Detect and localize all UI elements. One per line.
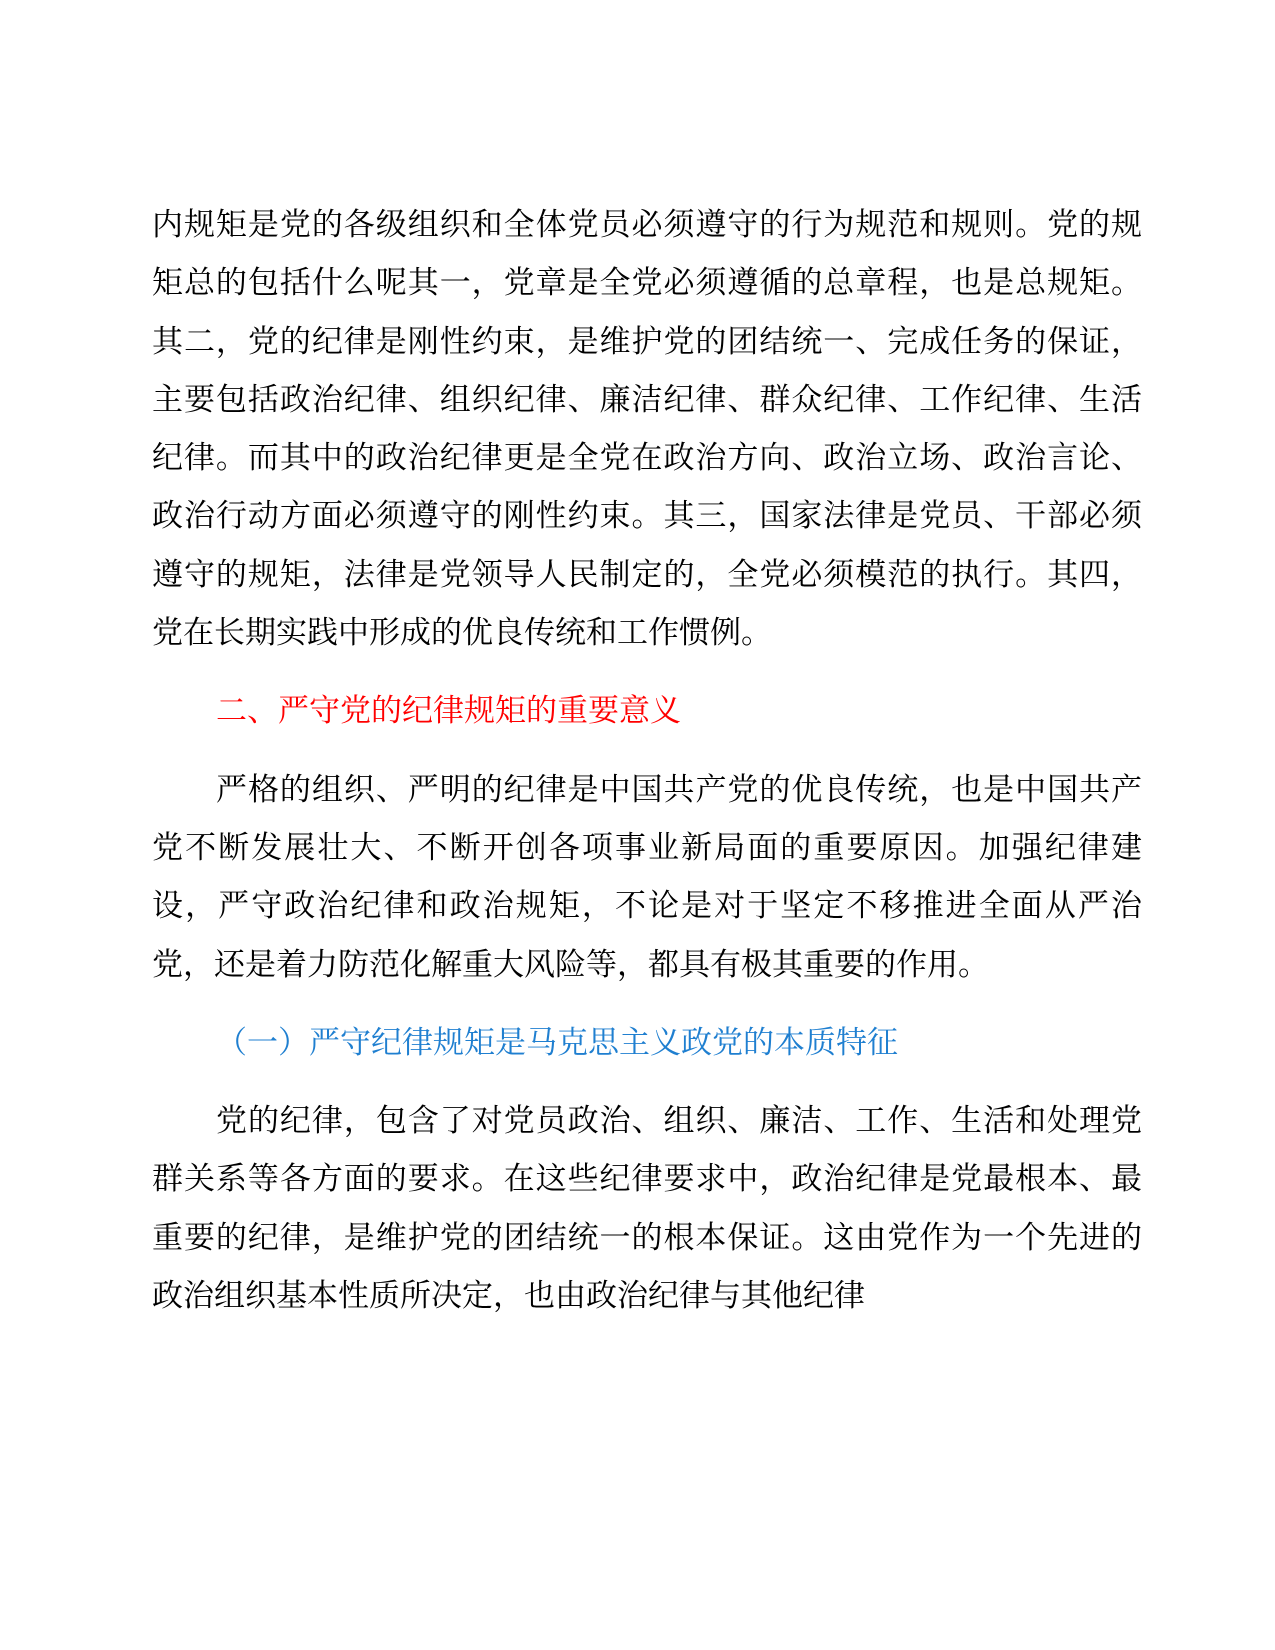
- body-paragraph-discipline: 党的纪律，包含了对党员政治、组织、廉洁、工作、生活和处理党群关系等各方面的要求。在这些纪律要求中，政治纪律是党最根本、最重要的纪律，是维护党的团结统一的根本保证。这由党作为一个先进的政治组织基本性质所决定，也由政治纪律与其他纪律: [152, 1103, 1142, 1315]
- body-paragraph-significance: 严格的组织、严明的纪律是中国共产党的优良传统，也是中国共产党不断发展壮大、不断开创各项事业新局面的重要原因。加强纪律建设，严守政治纪律和政治规矩，不论是对于坚定不移推进全面从严治党，还是着力防范化解重大风险等，都具有极其重要的作用。: [152, 771, 1142, 983]
- subsection-heading: （一）严守纪律规矩是马克思主义政党的本质特征: [216, 1024, 898, 1061]
- section-heading: 二、严守党的纪律规矩的重要意义: [216, 693, 681, 730]
- document-body: [152, 196, 1142, 1325]
- body-paragraph-continued: 内规矩是党的各级组织和全体党员必须遵守的行为规范和规则。党的规矩总的包括什么呢其一，党章是全党必须遵循的总章程，也是总规矩。其二，党的纪律是刚性约束，是维护党的团结统一、完成任务的保证，主要包括政治纪律、组织纪律、廉洁纪律、群众纪律、工作纪律、生活纪律。而其中的政治纪律更是全党在政治方向、政治立场、政治言论、政治行动方面必须遵守的刚性约束。其三，国家法律是党员、干部必须遵守的规矩，法律是党领导人民制定的，全党必须模范的执行。其四，党在长期实践中形成的优良传统和工作惯例。: [152, 207, 1142, 652]
